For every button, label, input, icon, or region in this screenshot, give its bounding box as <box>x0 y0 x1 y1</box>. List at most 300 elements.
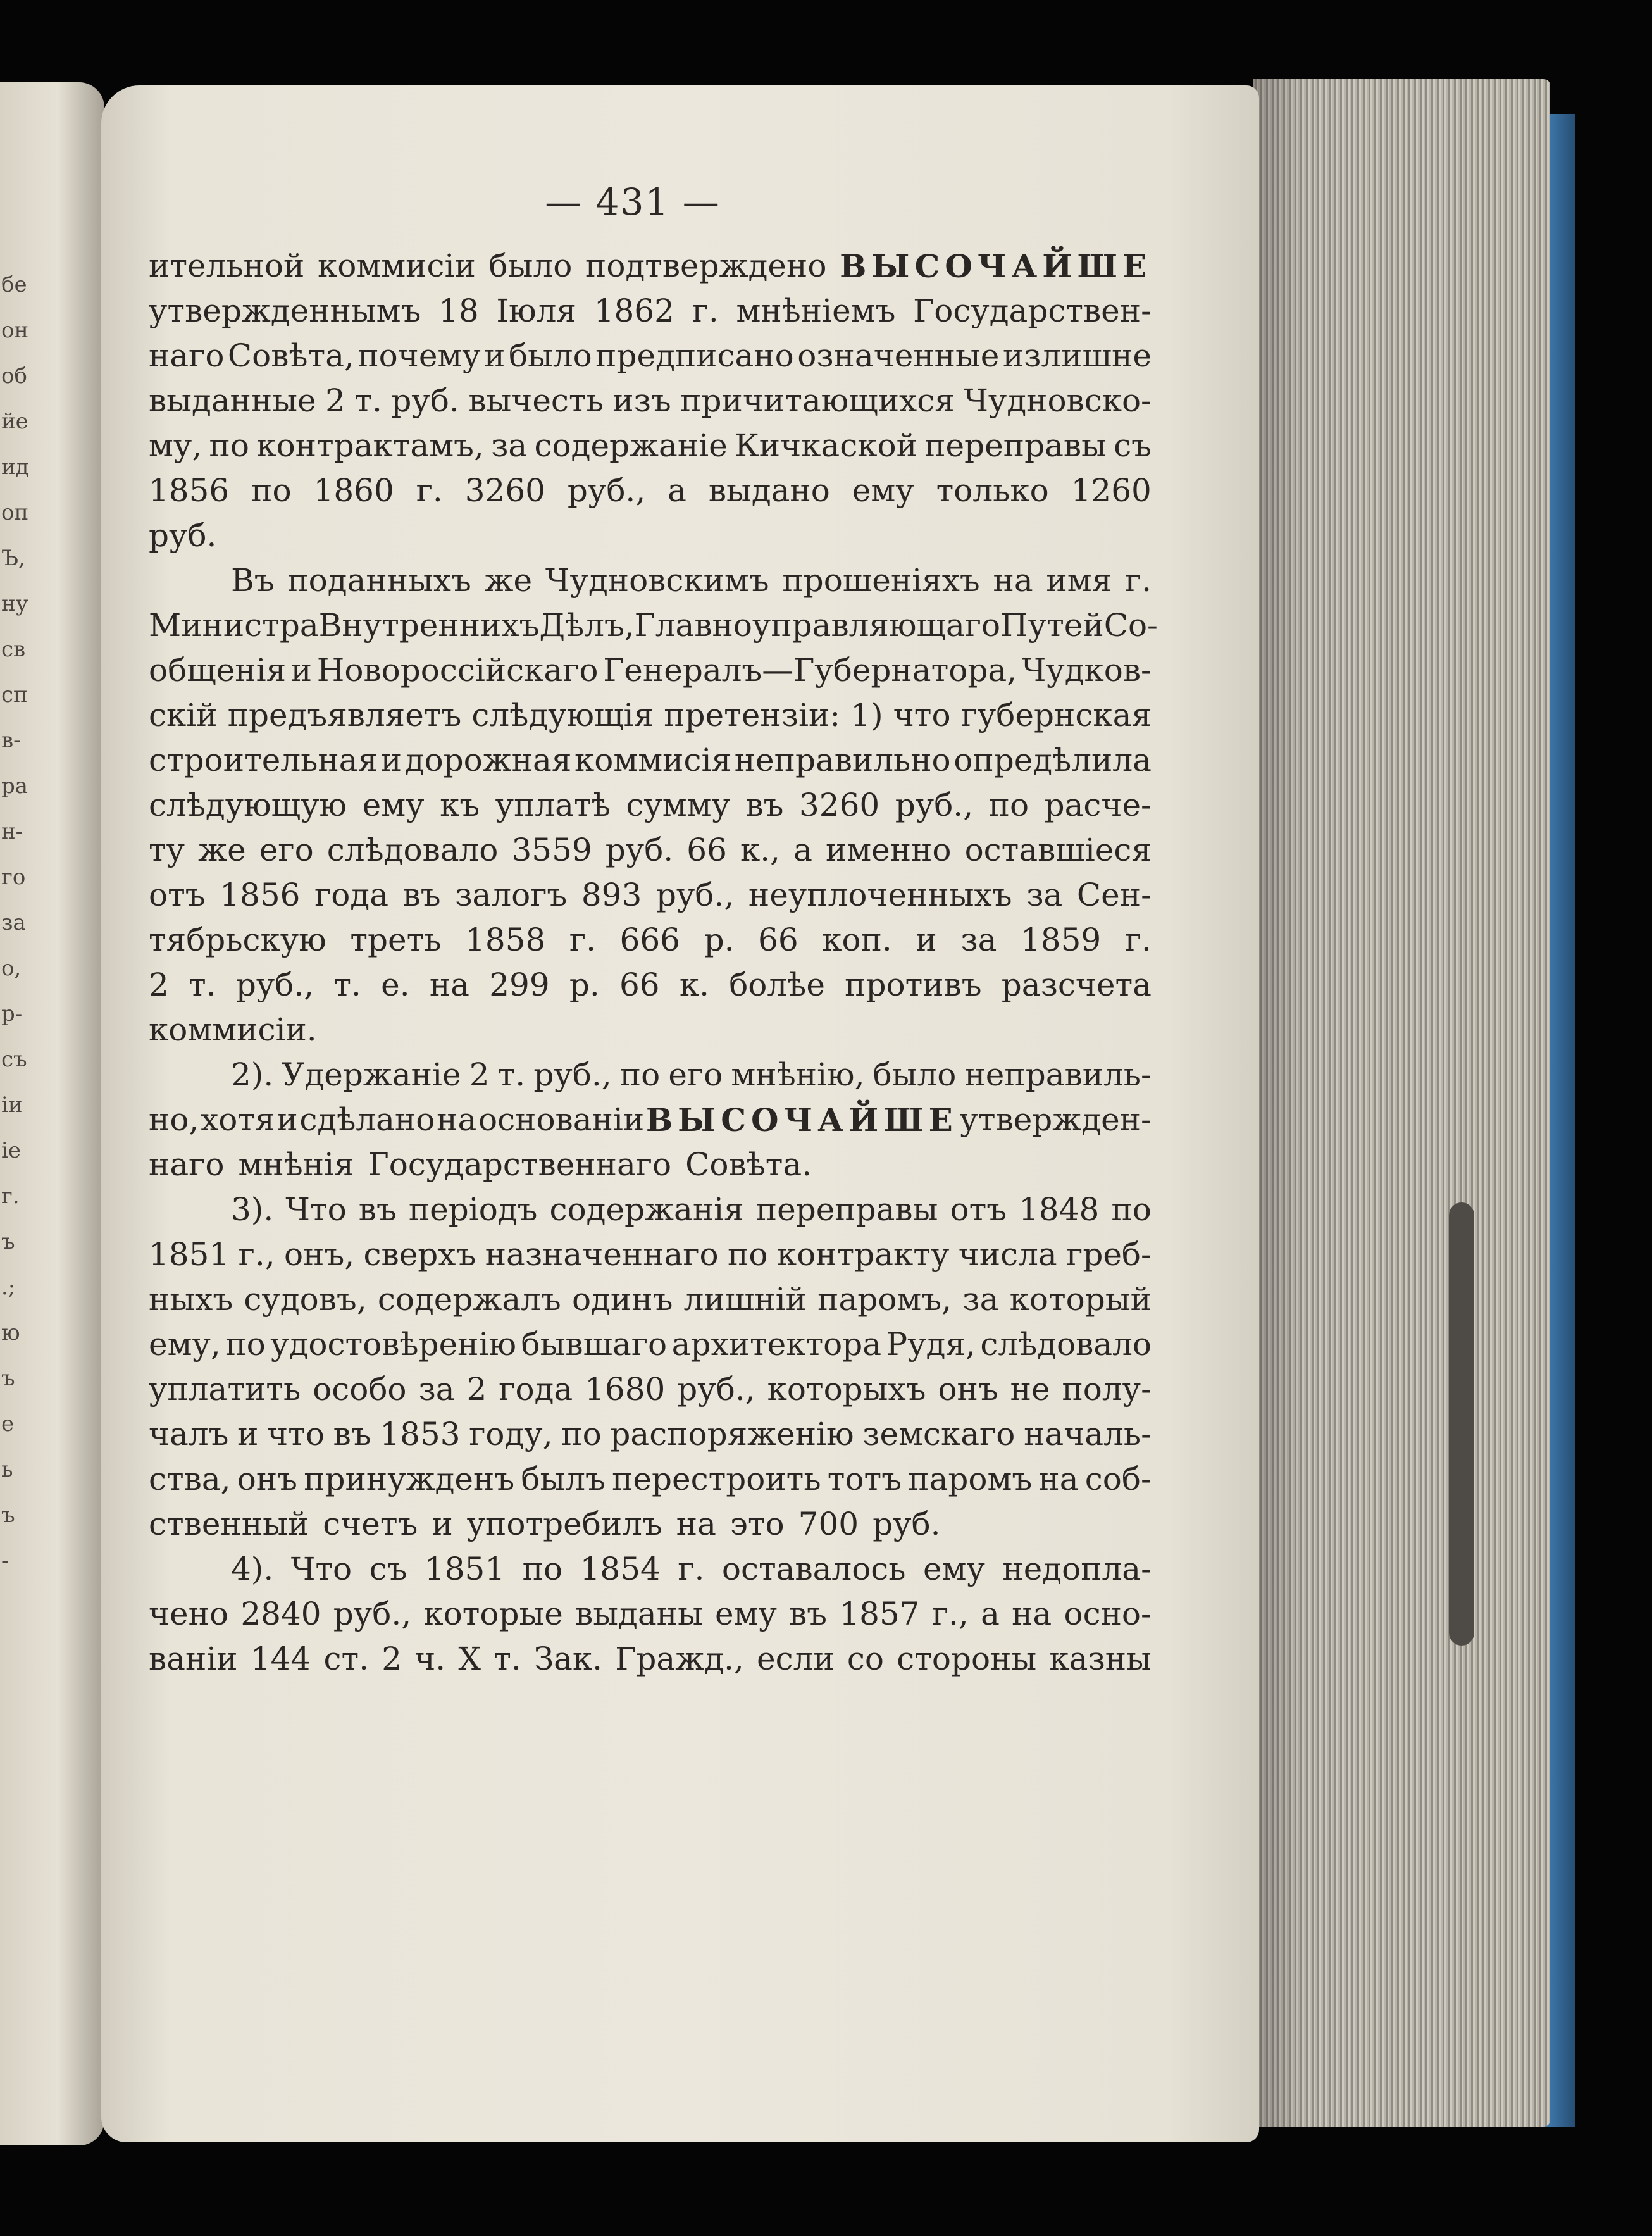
word: онъ, <box>284 1236 355 1273</box>
word: выданные <box>149 382 316 419</box>
word: хотя <box>201 1101 275 1138</box>
text-line <box>149 1008 1152 1052</box>
word: 1858 <box>465 921 546 958</box>
word: только <box>936 472 1049 509</box>
word: т. <box>494 1640 521 1677</box>
word: 3260 <box>798 787 880 823</box>
word: губернская <box>960 697 1152 734</box>
word: лишній <box>683 1281 807 1318</box>
word: бывшаго <box>521 1326 668 1363</box>
word: отъ <box>950 1191 1007 1228</box>
text-line <box>149 423 1152 468</box>
text-line <box>149 1097 1152 1142</box>
word: ему <box>715 1596 777 1632</box>
word: Внутреннихъ <box>318 607 540 644</box>
word: почему <box>357 337 481 374</box>
word: ныхъ <box>149 1281 233 1318</box>
word: подтверждено <box>585 247 827 284</box>
word: же <box>484 562 533 599</box>
word: Что <box>285 1191 347 1228</box>
previous-page-fragment: в- <box>1 728 21 753</box>
word: 3). <box>231 1191 274 1228</box>
word: ему <box>362 787 425 823</box>
text-line <box>149 468 1152 513</box>
previous-page-fragment: сп <box>1 682 28 708</box>
word: строительная <box>149 742 378 778</box>
word: 1853 <box>380 1416 461 1452</box>
word: мнѣнію, <box>731 1056 865 1093</box>
word: Путей <box>1000 607 1104 644</box>
word: 1859 <box>1020 921 1102 958</box>
text-line <box>149 1322 1152 1367</box>
word: за <box>418 1371 455 1408</box>
text-line <box>149 334 1152 378</box>
word: былъ <box>521 1461 606 1497</box>
word: онъ <box>237 1461 297 1497</box>
word: утвержденнымъ <box>149 292 421 329</box>
word: наго <box>149 337 225 374</box>
word: и <box>380 742 402 778</box>
word: по <box>1111 1191 1152 1228</box>
word: р. <box>704 921 735 958</box>
word: полу- <box>1062 1371 1152 1408</box>
word: архитектора <box>671 1326 882 1363</box>
word: Государственнаго <box>368 1146 672 1183</box>
word: принужденъ <box>304 1461 515 1497</box>
previous-page-fragment: бе <box>1 272 27 297</box>
word: г. <box>416 472 443 509</box>
word: изъ <box>612 382 671 419</box>
word: 1680 <box>585 1371 666 1408</box>
word: въ <box>402 877 441 913</box>
word: въ <box>745 787 784 823</box>
word: слѣдующую <box>149 787 347 823</box>
word: Чудновскимъ <box>545 562 769 599</box>
word: т. <box>189 966 216 1003</box>
word: Чудков- <box>1021 652 1152 689</box>
word: 1856 <box>149 472 230 509</box>
word: руб., <box>677 1371 755 1408</box>
word: ему <box>852 472 914 509</box>
word: 1856 <box>220 877 301 913</box>
word: ту <box>149 832 185 868</box>
text-line <box>149 693 1152 738</box>
text-line <box>149 1232 1152 1277</box>
word: по <box>251 472 292 509</box>
word: содержалъ <box>377 1281 561 1318</box>
word: числа <box>958 1236 1057 1273</box>
word: Кичкаской <box>735 427 917 464</box>
word: въ <box>358 1191 397 1228</box>
word: т. <box>354 382 382 419</box>
word: 666 <box>619 921 680 958</box>
word: чалъ <box>149 1416 229 1452</box>
word: противъ <box>845 966 982 1003</box>
word: г., <box>238 1236 275 1273</box>
previous-page-fragment: за <box>1 910 26 935</box>
word: года <box>499 1371 573 1408</box>
word: 1860 <box>313 472 394 509</box>
previous-page-fragment: - <box>1 1548 9 1573</box>
word: Въ <box>231 562 275 599</box>
word: неправильно <box>734 742 951 778</box>
word: 2 <box>325 382 345 419</box>
word: 4). <box>231 1551 274 1587</box>
previous-page-fragment: ид <box>1 454 29 480</box>
page-body-text <box>149 244 1158 1682</box>
word: 1857 <box>839 1596 920 1632</box>
word: Удержаніе <box>282 1056 461 1093</box>
word: 2 <box>469 1056 490 1093</box>
word: означенные <box>797 337 1000 374</box>
word: контракту <box>776 1236 950 1273</box>
word: дорожная <box>404 742 572 778</box>
text-line <box>149 378 1152 423</box>
word: излишне <box>1002 337 1152 374</box>
previous-page-fragment: он <box>1 318 29 343</box>
word: году, <box>469 1416 553 1452</box>
word: утвержден- <box>959 1101 1152 1138</box>
word: Совѣта. <box>685 1146 812 1183</box>
word: употребилъ <box>466 1506 662 1542</box>
word: 2840 <box>240 1596 321 1632</box>
word: выдано <box>708 472 830 509</box>
text-line <box>149 1592 1152 1637</box>
word: съ <box>1114 427 1152 464</box>
word: перестроить <box>612 1461 821 1497</box>
text-line <box>149 289 1152 334</box>
word: неправиль- <box>964 1056 1152 1093</box>
text-line <box>149 244 1152 289</box>
word: 3559 <box>511 832 592 868</box>
word: расче- <box>1044 787 1152 823</box>
word: 2 <box>466 1371 487 1408</box>
word: слѣдующія <box>471 697 654 734</box>
word: ственный <box>149 1506 309 1542</box>
word: періодъ <box>408 1191 538 1228</box>
word: по <box>728 1236 768 1273</box>
word: болѣе <box>729 966 825 1003</box>
word: 66 <box>619 966 660 1003</box>
word: паромъ <box>908 1461 1033 1497</box>
word: за <box>491 427 528 464</box>
word: руб. <box>873 1506 941 1542</box>
word: ч. <box>414 1640 446 1677</box>
word: а <box>793 832 812 868</box>
word: Что <box>290 1551 352 1587</box>
text-line <box>149 1502 1152 1547</box>
word: руб., <box>567 472 646 509</box>
previous-page-fragment: Ъ, <box>1 546 25 571</box>
word: по <box>225 1326 266 1363</box>
word: и <box>276 1101 298 1138</box>
word: Зак. <box>533 1640 603 1677</box>
word: мнѣніемъ <box>736 292 896 329</box>
word: переправы <box>755 1191 938 1228</box>
previous-page-fragment: р- <box>1 1001 23 1027</box>
word: его <box>668 1056 723 1093</box>
word: но, <box>149 1101 199 1138</box>
word: слѣдовало <box>326 832 499 868</box>
word: е. <box>381 966 410 1003</box>
word: оставшіеся <box>964 832 1152 868</box>
text-line <box>149 1142 1152 1187</box>
word: основаніи <box>478 1101 645 1138</box>
word: прошеніяхъ <box>782 562 980 599</box>
word: стороны <box>897 1640 1037 1677</box>
word: это <box>730 1506 785 1542</box>
previous-page-fragment: го <box>1 865 26 890</box>
word: общенія <box>149 652 287 689</box>
word: руб., <box>235 966 314 1003</box>
word: треть <box>350 921 442 958</box>
word: коммисіи. <box>149 1011 317 1048</box>
word: переправы <box>924 427 1107 464</box>
word: поданныхъ <box>287 562 471 599</box>
text-line <box>149 783 1152 828</box>
word: Гражд., <box>615 1640 744 1677</box>
word: ительной <box>149 247 305 284</box>
text-line <box>149 1367 1152 1412</box>
word: г. <box>569 921 596 958</box>
word: не <box>1010 1371 1050 1408</box>
word: осно- <box>1064 1596 1152 1632</box>
word: г. <box>678 1551 705 1587</box>
word: опредѣлила <box>953 742 1152 778</box>
word: 1862 <box>593 292 674 329</box>
text-line <box>149 1052 1152 1097</box>
previous-page-fragment: ъ <box>1 1502 15 1528</box>
word: и <box>484 337 506 374</box>
page-stack-tab <box>1449 1202 1474 1646</box>
word: т. <box>497 1056 526 1093</box>
word: судовъ, <box>244 1281 367 1318</box>
previous-page-fragment: н- <box>1 819 23 844</box>
text-line <box>149 918 1152 963</box>
word: и <box>290 652 313 689</box>
word: по <box>561 1416 602 1452</box>
word: а <box>981 1596 1000 1632</box>
word: года <box>314 877 389 913</box>
word: скій <box>149 697 218 734</box>
word: и <box>916 921 937 958</box>
page-stack-shadow <box>1253 79 1310 2127</box>
word: руб., <box>533 1056 612 1093</box>
word: контрактамъ, <box>256 427 484 464</box>
text-line <box>149 648 1152 693</box>
word: Дѣлъ, <box>539 607 635 644</box>
word: руб., <box>655 877 735 913</box>
previous-page-fragment: св <box>1 637 26 662</box>
text-line <box>149 558 1152 603</box>
word: было <box>508 337 592 374</box>
word: по <box>988 787 1029 823</box>
text-line <box>149 1547 1152 1592</box>
word: на <box>676 1506 716 1542</box>
word: руб. <box>149 517 217 554</box>
word: соб- <box>1084 1461 1152 1497</box>
word: особо <box>313 1371 407 1408</box>
word: мнѣнія <box>238 1146 354 1183</box>
word: тябрьскую <box>149 921 326 958</box>
word: 3260 <box>464 472 545 509</box>
word: Государствен- <box>913 292 1152 329</box>
word: Генералъ—Губернатора, <box>603 652 1017 689</box>
previous-page-fragment: ъ <box>1 1229 15 1254</box>
word: содержанія <box>549 1191 744 1228</box>
word: 66 <box>758 921 798 958</box>
word: чено <box>149 1596 229 1632</box>
previous-page-fragment: е <box>1 1411 15 1437</box>
word: 1260 <box>1071 472 1152 509</box>
word: ему <box>923 1551 985 1587</box>
word: въ <box>333 1416 371 1452</box>
word: 1848 <box>1019 1191 1100 1228</box>
previous-page-fragment: іи <box>1 1092 23 1118</box>
word: ВЫСОЧАЙШЕ <box>840 247 1152 285</box>
word: Рудя, <box>886 1326 976 1363</box>
word: ст. <box>323 1640 370 1677</box>
previous-page-fragment: ну <box>1 591 28 616</box>
word: коп. <box>822 921 892 958</box>
word: ства, <box>149 1461 231 1497</box>
text-line <box>149 963 1152 1008</box>
text-line <box>149 873 1152 918</box>
word: неуплоченныхъ <box>748 877 1012 913</box>
word: счетъ <box>323 1506 418 1542</box>
word: распоряженію <box>610 1416 854 1452</box>
word: что <box>893 697 951 734</box>
word: тотъ <box>827 1461 902 1497</box>
word: предписано <box>595 337 794 374</box>
word: наго <box>149 1146 225 1183</box>
word: на <box>429 966 469 1003</box>
word: 2). <box>231 1056 274 1093</box>
word: слѣдовало <box>980 1326 1152 1363</box>
text-line <box>149 828 1152 873</box>
word: на <box>1012 1596 1052 1632</box>
word: за <box>960 921 997 958</box>
word: греб- <box>1066 1236 1152 1273</box>
previous-page-fragment: іе <box>1 1138 21 1163</box>
word: 299 <box>489 966 550 1003</box>
text-line <box>149 1412 1152 1457</box>
previous-page-fragment: .; <box>1 1275 16 1300</box>
word: ему, <box>149 1326 221 1363</box>
word: т. <box>333 966 361 1003</box>
word: 66 <box>686 832 727 868</box>
word: по <box>522 1551 563 1587</box>
word: и <box>432 1506 453 1542</box>
word: онъ <box>938 1371 998 1408</box>
word: именно <box>825 832 952 868</box>
previous-page-edge <box>0 82 104 2145</box>
word: назначеннаго <box>485 1236 719 1273</box>
word: его <box>259 832 314 868</box>
word: а <box>668 472 686 509</box>
word: г. <box>692 292 719 329</box>
word: оставалось <box>721 1551 906 1587</box>
word: залогъ <box>455 877 568 913</box>
word: р. <box>569 966 600 1003</box>
word: претензіи: <box>664 697 841 734</box>
text-line <box>149 1187 1152 1232</box>
word: коммисія <box>574 742 732 778</box>
word: к. <box>679 966 709 1003</box>
word: 700 <box>798 1506 859 1542</box>
word: г., <box>931 1596 969 1632</box>
word: за <box>1026 877 1063 913</box>
word: Со- <box>1103 607 1158 644</box>
word: одинъ <box>572 1281 673 1318</box>
word: которые <box>423 1596 563 1632</box>
text-line <box>149 1277 1152 1322</box>
word: 2 <box>382 1640 402 1677</box>
word: и <box>237 1416 259 1452</box>
word: по <box>209 427 249 464</box>
word: если <box>756 1640 835 1677</box>
word: Министра <box>149 607 319 644</box>
word: отъ <box>149 877 206 913</box>
word: к., <box>740 832 780 868</box>
word: 144 <box>250 1640 311 1677</box>
word: къ <box>440 787 480 823</box>
word: разсчета <box>1001 966 1152 1003</box>
word: сверхъ <box>363 1236 476 1273</box>
word: причитающихся <box>680 382 955 419</box>
word: на <box>1038 1461 1079 1497</box>
word: за <box>962 1281 999 1318</box>
previous-page-fragment: г. <box>1 1184 20 1209</box>
word: 1851 <box>424 1551 506 1587</box>
word: выданы <box>575 1596 703 1632</box>
previous-page-fragment: ра <box>1 773 28 799</box>
word: по <box>619 1056 661 1093</box>
word: Совѣта, <box>227 337 354 374</box>
text-line <box>149 513 1152 558</box>
word: уплатить <box>149 1371 301 1408</box>
previous-page-fragment: ю <box>1 1320 20 1346</box>
word: содержаніе <box>534 427 728 464</box>
word: удостовѣренію <box>270 1326 517 1363</box>
word: Главноуправляющаго <box>634 607 1001 644</box>
word: уплатѣ <box>495 787 611 823</box>
word: въ <box>789 1596 828 1632</box>
word: Сен- <box>1076 877 1152 913</box>
word: 18 <box>438 292 479 329</box>
word: что <box>267 1416 325 1452</box>
word: имя <box>1046 562 1112 599</box>
previous-page-fragment: о, <box>1 956 22 981</box>
word: же <box>198 832 246 868</box>
word: сдѣлано <box>299 1101 435 1138</box>
word: му, <box>149 427 202 464</box>
word: Новороссійскаго <box>316 652 599 689</box>
word: казны <box>1049 1640 1152 1677</box>
word: г. <box>1124 562 1152 599</box>
previous-page-fragment: ъ <box>1 1366 15 1391</box>
word: вычесть <box>468 382 604 419</box>
text-line <box>149 738 1152 783</box>
word: на <box>993 562 1033 599</box>
word: 1854 <box>580 1551 661 1587</box>
word: г. <box>1124 921 1152 958</box>
page-number: — 431 — <box>545 180 721 223</box>
word: 2 <box>149 966 169 1003</box>
word: со <box>847 1640 884 1677</box>
word: сумму <box>626 787 730 823</box>
previous-page-fragment: йе <box>1 409 28 434</box>
